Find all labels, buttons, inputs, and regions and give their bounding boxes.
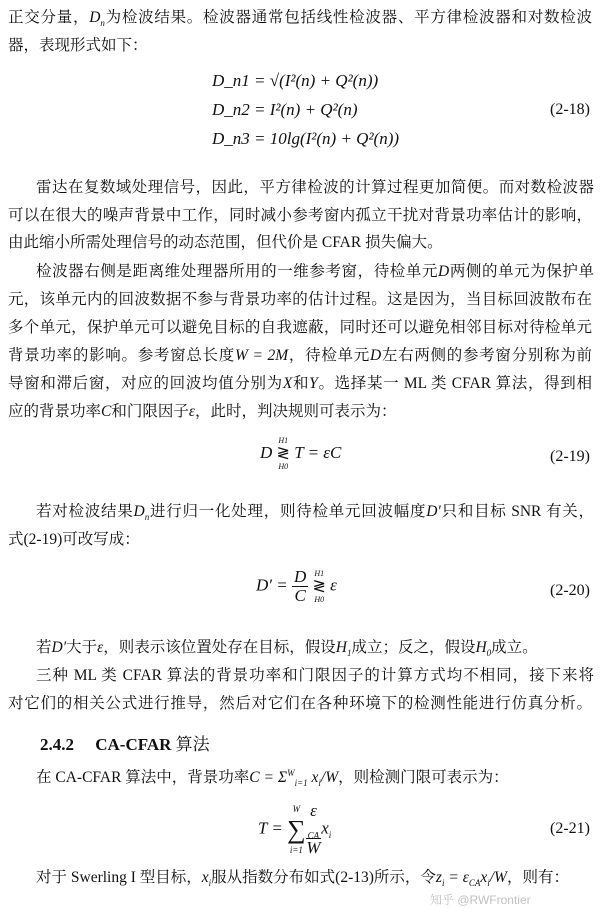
- denominator: W: [306, 838, 321, 857]
- equation-line: D_n3 = 10lg(I²(n) + Q²(n)): [212, 129, 400, 148]
- math-sub: i: [441, 878, 445, 889]
- math-var: D: [133, 503, 145, 520]
- text: 成立。: [491, 639, 538, 656]
- math-var: ε: [310, 801, 317, 820]
- math: D′: [426, 503, 441, 520]
- hypothesis: H0: [278, 462, 289, 471]
- text: ，则表示该位置处存在目标，假设: [103, 639, 336, 656]
- equation-line: [256, 568, 337, 605]
- text: 应的背景功率: [8, 403, 102, 420]
- math: z: [435, 869, 442, 886]
- math: D: [369, 347, 382, 364]
- symbol: ≷: [276, 445, 290, 462]
- text-line: 雷达在复数域处理信号，因此，平方律检波的计算过程更加简便。而对数检波器: [36, 179, 594, 196]
- math: D′ =: [256, 575, 288, 595]
- text-line: 三种 ML 类 CFAR 算法的背景功率和门限因子的计算方式均不相同，接下来将: [36, 667, 594, 684]
- text-line: [8, 344, 592, 368]
- math-sub: i=1: [294, 778, 308, 789]
- equation-line: [260, 436, 341, 472]
- math: D′: [51, 639, 67, 656]
- text: 只和目标 SNR 有关，: [440, 503, 594, 520]
- math-var: x: [311, 769, 319, 786]
- text-line: [36, 866, 594, 890]
- math-sub: i: [318, 778, 321, 789]
- math-var: D: [89, 9, 101, 26]
- text: 两侧的单元为保护单: [449, 263, 594, 280]
- math: [249, 767, 339, 789]
- text: 正交分量，: [8, 9, 90, 26]
- math-expr: C = Σ: [249, 769, 288, 786]
- upper-limit: W: [292, 803, 301, 814]
- math-sup: W: [287, 767, 295, 778]
- math-sub: CA: [468, 878, 481, 889]
- math: [475, 639, 492, 659]
- fraction: [292, 568, 308, 605]
- section-heading: [40, 734, 210, 756]
- math: C: [101, 403, 112, 420]
- text-line: [36, 500, 594, 524]
- text: ，待检单元: [288, 347, 370, 364]
- text-line: 元，该单元内的回波数据不参与背景功率的估计过程。这是因为，当目标回波散布在: [8, 291, 592, 308]
- relation: [277, 436, 290, 472]
- text-line: [8, 400, 592, 424]
- watermark: 知乎 @RWFrontier: [430, 893, 531, 907]
- math-sub: CA: [307, 830, 320, 841]
- equation-line: [258, 802, 331, 857]
- math: x: [321, 818, 329, 838]
- text-line: [8, 372, 592, 396]
- text-line: [36, 636, 594, 660]
- math: Y: [309, 375, 318, 392]
- text: ，此时，判决规则可表示为：: [194, 403, 397, 420]
- text-line: [36, 260, 594, 284]
- math: ε: [97, 639, 104, 656]
- fraction: [306, 802, 322, 857]
- math: T =: [258, 818, 283, 838]
- numerator: D: [293, 567, 307, 586]
- text: 导窗和滞后窗，对应的回波均值分别为: [8, 375, 283, 392]
- text: 和: [292, 375, 310, 392]
- math-sub: n: [100, 18, 105, 29]
- math-var: H: [475, 639, 487, 656]
- text-line: 多个单元，保护单元可以避免目标的自我遮蔽，同时还可以避免相邻目标对待检单元: [8, 319, 592, 336]
- math: T = εC: [294, 442, 342, 462]
- sigma-symbol: ∑: [287, 814, 306, 844]
- text-line: 器，表现形式如下：: [8, 37, 148, 54]
- equation-number: (2-21): [550, 820, 590, 837]
- section-title: CA-CFAR: [95, 735, 172, 754]
- text: 为检波结果。检波器通常包括线性检波器、平方律检波器和对数检波: [104, 9, 592, 26]
- equation-number: (2-20): [550, 582, 590, 599]
- numerator: [306, 802, 322, 839]
- math: /W: [489, 869, 507, 886]
- text: 若对检波结果: [36, 503, 134, 520]
- math: x: [480, 869, 488, 886]
- summation: [287, 804, 306, 856]
- math: [335, 639, 352, 659]
- text-line: 式(2-19)可改写成：: [8, 531, 140, 548]
- text-line: [8, 6, 592, 30]
- relation: [313, 569, 326, 605]
- section-title-cn: 算法: [175, 735, 210, 754]
- math: ε: [330, 575, 337, 595]
- text: ，则检测门限可表示为：: [338, 769, 509, 786]
- math-var: H: [335, 639, 347, 656]
- math-expr: /W: [320, 769, 339, 786]
- math: x: [201, 869, 209, 886]
- math: [133, 503, 150, 523]
- math-sub: i: [487, 878, 490, 889]
- text: 在 CA-CFAR 算法中，背景功率: [36, 769, 250, 786]
- text: 左右两侧的参考窗分别称为前: [381, 347, 592, 364]
- text-line: 由此缩小所需处理信号的动态范围，但代价是 CFAR 损失偏大。: [8, 234, 443, 251]
- text: 服从指数分布如式(2-13)所示，令: [211, 869, 436, 886]
- text-line: 可以在很大的噪声背景中工作，同时减小参考窗内孤立干扰对背景功率估计的影响，: [8, 207, 592, 224]
- math: D: [438, 263, 450, 280]
- denominator: C: [294, 586, 306, 605]
- hypothesis: H0: [314, 594, 325, 604]
- text: 和门限因子: [111, 403, 189, 420]
- hypothesis: H1: [278, 436, 289, 445]
- text: 对于 Swerling I 型目标，: [36, 869, 202, 886]
- symbol: ≷: [312, 577, 326, 595]
- equation-number: (2-18): [550, 101, 590, 118]
- text: 若: [36, 639, 52, 656]
- text: ，则有：: [506, 869, 569, 886]
- math: W = 2M: [234, 347, 289, 364]
- text: 进行归一化处理，则待检单元回波幅度: [149, 503, 427, 520]
- text-line: [36, 766, 594, 790]
- math: [89, 9, 105, 29]
- text: 。选择某一 ML 类 CFAR 算法，得到相: [317, 375, 592, 392]
- math-sub: i: [328, 829, 332, 840]
- math-sub: 0: [486, 648, 492, 659]
- hypothesis: H1: [314, 568, 325, 578]
- math: ε: [188, 403, 195, 420]
- text: 背景功率的影响。参考窗总长度: [8, 347, 235, 364]
- equation-number: (2-19): [550, 448, 590, 465]
- math: D: [260, 442, 273, 462]
- text: 大于: [66, 639, 98, 656]
- math: X: [282, 375, 293, 392]
- section-number: 2.4.2: [40, 735, 74, 754]
- math-sub: i: [208, 878, 212, 889]
- equation-line: D_n2 = I²(n) + Q²(n): [212, 100, 358, 119]
- math-sub: 1: [346, 648, 352, 659]
- text: 成立；反之，假设: [351, 639, 476, 656]
- text: 检波器右侧是距离维处理器所用的一维参考窗，待检单元: [36, 263, 439, 280]
- math-sub: n: [144, 512, 150, 523]
- math: = ε: [448, 869, 469, 886]
- equation-line: D_n1 = √(I²(n) + Q²(n)): [212, 71, 379, 90]
- text-line: 对它们的相关公式进行推导，然后对它们在各种环境下的检测性能进行仿真分析。: [8, 695, 592, 712]
- lower-limit: i=1: [289, 844, 303, 855]
